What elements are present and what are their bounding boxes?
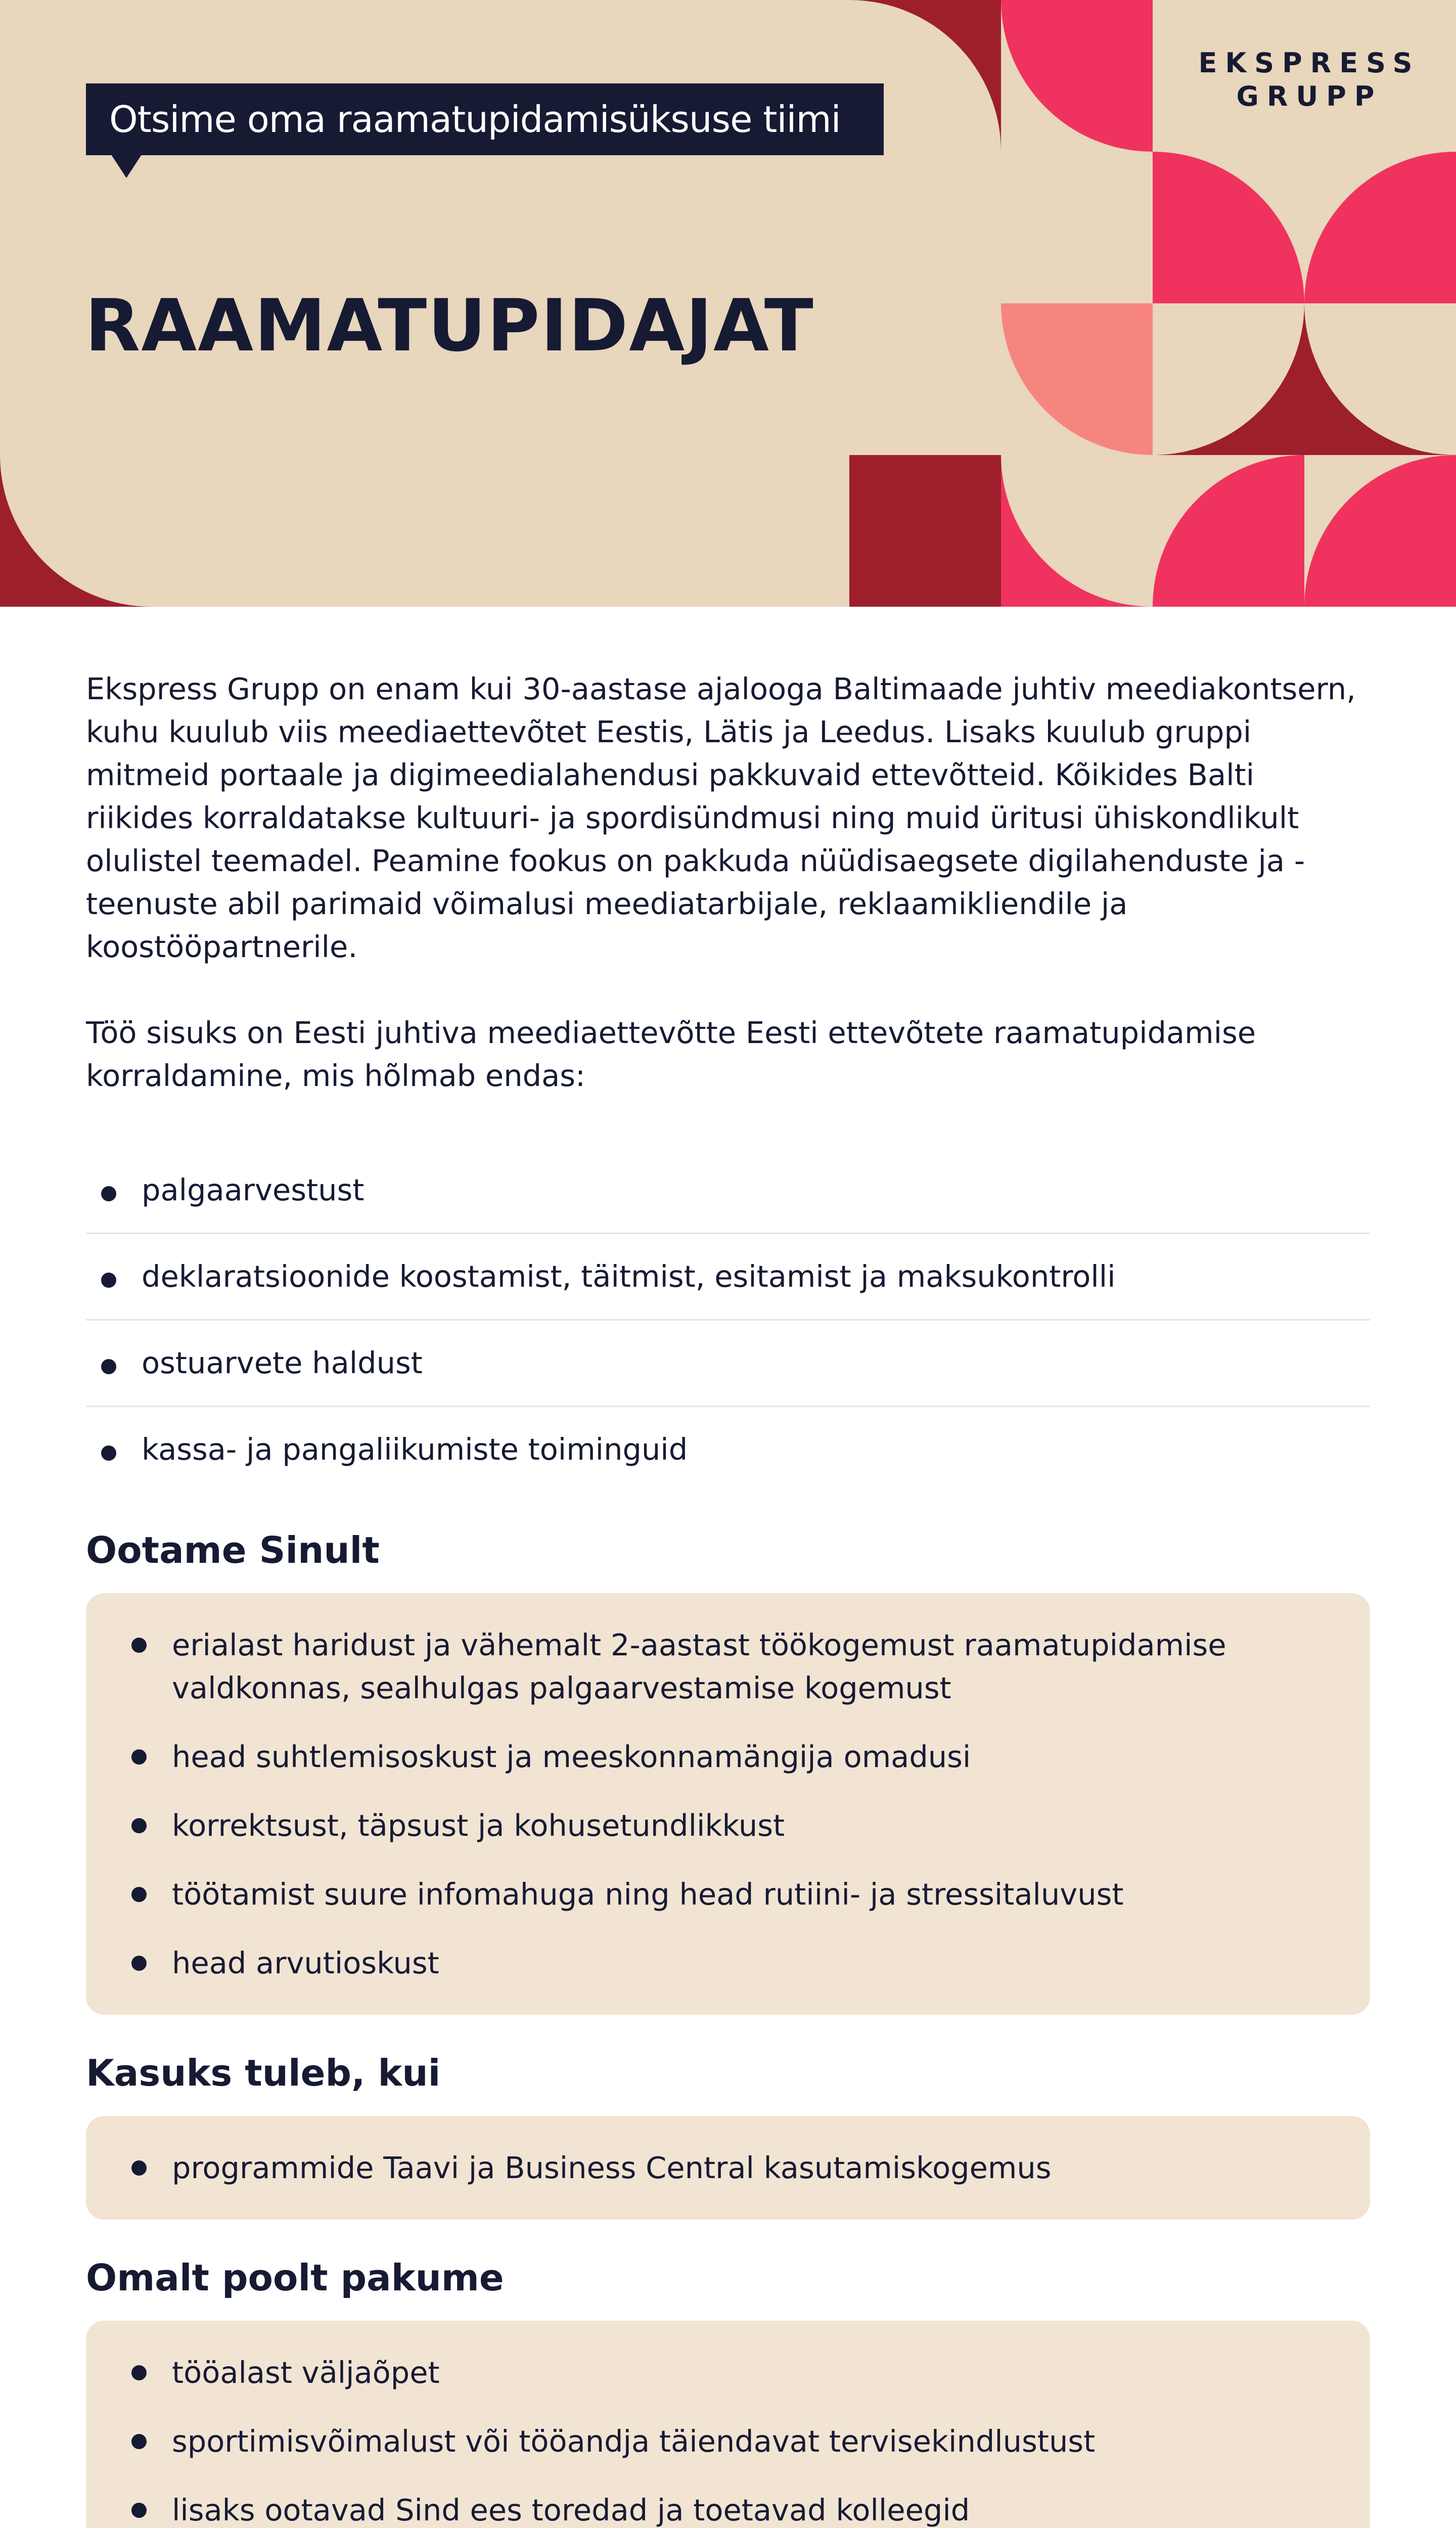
advantage-title: Kasuks tuleb, kui [86,2052,441,2094]
list-item: tööalast väljaõpet [131,2351,1330,2394]
list-item: sportimisvõimalust või tööandja täiendavat tervisekindlustust [131,2420,1330,2463]
job-scope: Töö sisuks on Eesti juhtiva meediaettevõtte Eesti ettevõtete raamatupidamise korraldamine, mis hõlmab endas: [86,1015,1256,1093]
list-item: deklaratsioonide koostamist, täitmist, esitamist ja maksukontrolli [86,1234,1370,1321]
job-description [86,667,1370,2528]
list-item: korrektsust, täpsust ja kohusetundlikkust [131,1804,1330,1847]
requirements-list [131,1623,1330,1984]
hero-banner [0,0,1456,607]
list-item: erialast haridust ja vähemalt 2-aastast töökogemust raamatupidamise valdkonnas, sealhulgas palgaarvestamise kogemust [131,1623,1330,1709]
list-item: palgaarvestust [86,1148,1370,1234]
list-item: kassa- ja pangaliikumiste toiminguid [86,1407,1370,1492]
company-intro: Ekspress Grupp on enam kui 30-aastase ajalooga Baltimaade juhtiv meediakontsern, kuhu kuulub viis meediaettevõtet Eestis, Lätis ja Leedus. Lisaks kuulub gruppi mitmeid portaale ja digimeedialahendusi pakkuvaid ettevõtteid. Kõikides Balti riikides korraldatakse kultuuri- ja spordisündmusi ning muid üritusi ühiskondlikult olulistel teemadel. Peamine fookus on pakkuda nüüdisaegsete digilahenduste ja -teenuste abil parimaid võimalusi meediatarbijale, reklaamikliendile ja koostööpartnerile. [86,671,1356,964]
offer-title: Omalt poolt pakume [86,2256,504,2299]
tagline-pointer [111,155,142,178]
offer-list [131,2351,1330,2528]
tagline-banner: Otsime oma raamatupidamisüksuse tiimi [86,83,884,155]
logo-line-1: EKSPRESS [1198,47,1421,79]
offer-box [86,2321,1370,2528]
list-item: ostuarvete haldust [86,1321,1370,1407]
advantage-list [131,2146,1330,2189]
logo-line-2: GRUPP [1236,80,1383,112]
list-item: programmide Taavi ja Business Central kasutamiskogemus [131,2146,1330,2189]
requirements-title: Ootame Sinult [86,1529,380,1571]
company-logo [1173,47,1446,113]
list-item: head arvutioskust [131,1942,1330,1984]
requirements-box [86,1593,1370,2015]
list-item: töötamist suure infomahuga ning head rutiini- ja stressitaluvust [131,1873,1330,1916]
advantage-box [86,2116,1370,2220]
list-item: head suhtlemisoskust ja meeskonnamängija omadusi [131,1735,1330,1778]
duties-list [86,1148,1370,1492]
list-item: lisaks ootavad Sind ees toredad ja toetavad kolleegid [131,2489,1330,2528]
job-title: RAAMATUPIDAJAT [85,284,814,368]
